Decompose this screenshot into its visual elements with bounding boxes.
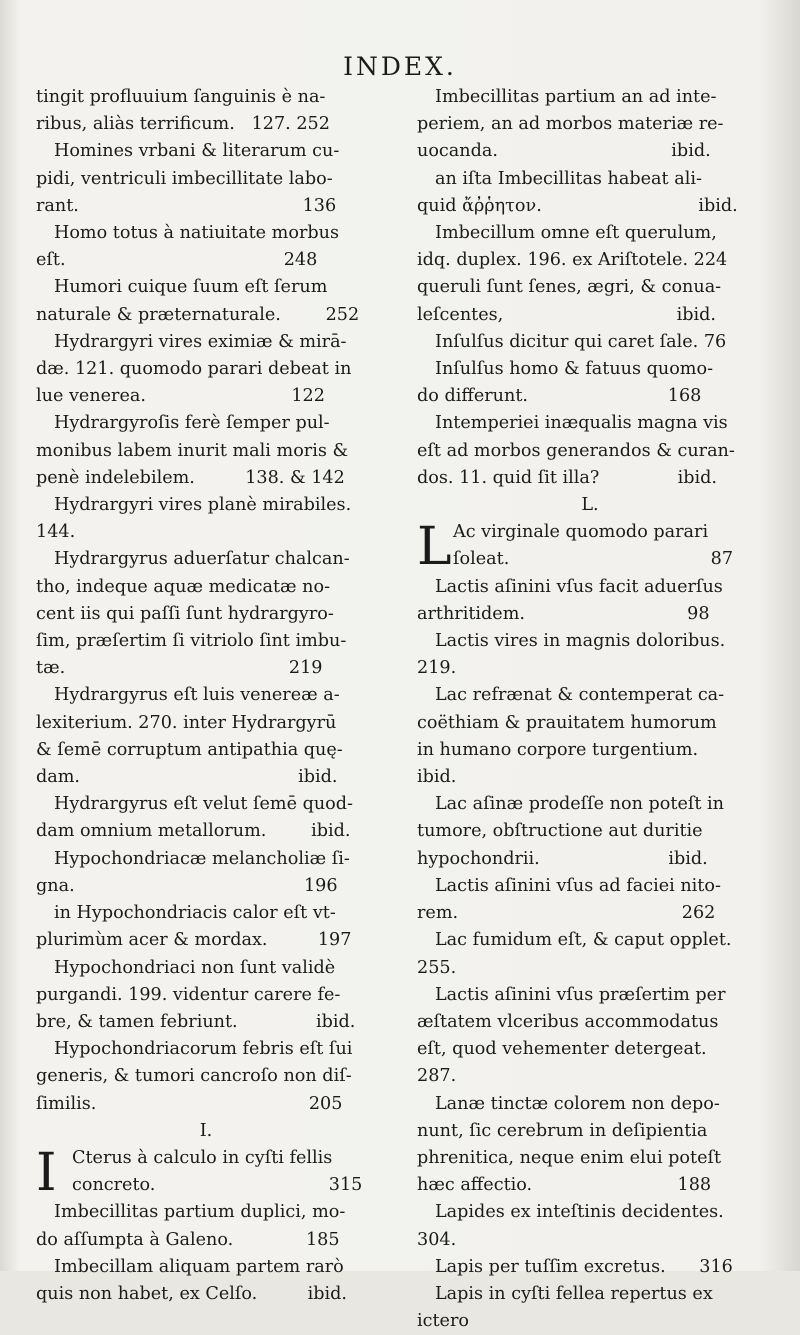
entry-line: 255. <box>417 957 457 978</box>
index-entry <box>36 220 376 274</box>
entry-line: Lanæ tinctæ colorem non depo- <box>435 1093 720 1114</box>
entry-line: ictero <box>417 1311 469 1332</box>
entry-line: tumore, obſtructione aut duritie <box>417 821 703 842</box>
entry-line: leſcentes, ibid. <box>417 304 716 325</box>
entry-line: dam. ibid. <box>36 767 338 788</box>
entry-line: 144. <box>36 522 76 543</box>
entry-line: Hydrargyrus eſt luis venereæ a- <box>54 685 340 706</box>
entry-line: plurimùm acer & mordax. 197 <box>36 930 352 951</box>
entry-line: hypochondrii. ibid. <box>417 848 708 869</box>
entry-line: cent iis qui paſſi ſunt hydrargyro- <box>36 603 334 624</box>
entry-line: quid ἄῤῥητον. ibid. <box>417 195 738 216</box>
index-column-right <box>417 84 763 1335</box>
entry-line: Hydrargyrus eſt velut ſemē quod- <box>54 794 353 815</box>
entry-line: Lapides ex inteſtinis decidentes. <box>435 1202 724 1223</box>
entry-line: hæc affectio. 188 <box>417 1175 712 1196</box>
index-entry <box>36 84 376 138</box>
page-title: INDEX. <box>343 52 457 81</box>
entry-line: ſim, præſertim ſi vitriolo ſint imbu- <box>36 631 347 652</box>
entry-line: phrenitica, neque enim elui poteſt <box>417 1147 722 1168</box>
index-entry <box>36 1199 376 1253</box>
entry-line: queruli ſunt ſenes, ægri, & conua- <box>417 277 722 298</box>
entry-line: bre, & tamen febriunt. ibid. <box>36 1011 356 1032</box>
index-column-left <box>36 84 376 1308</box>
index-entry <box>36 138 376 220</box>
entry-line: ſoleat. 87 <box>453 549 734 570</box>
drop-cap-initial: L <box>417 517 452 578</box>
entry-line: ribus, aliàs terrificum. 127. 252 <box>36 114 330 135</box>
entry-line: in humano corpore turgentium. <box>417 739 699 760</box>
entry-line: penè indelebilem. 138. & 142 <box>36 467 345 488</box>
entry-line: Lactis aſinini vſus ad faciei nito- <box>435 875 721 896</box>
entry-line: Lapis per tuſſim excretus. 316 <box>435 1256 733 1277</box>
entry-line: Imbecillum omne eſt querulum, <box>435 223 717 244</box>
entry-line: nunt, ſic cerebrum in deſipientia <box>417 1120 708 1141</box>
entry-line: Hydrargyri vires eximiæ & mirā- <box>54 331 347 352</box>
entry-line: Lac fumidum eſt, & caput opplet. <box>435 930 732 951</box>
entry-line: 287. <box>417 1066 457 1087</box>
index-entry <box>36 1036 376 1118</box>
entry-line: periem, an ad morbos materiæ re- <box>417 114 724 135</box>
index-entry <box>417 1281 763 1335</box>
entry-line: Hydrargyroſis ferè ſemper pul- <box>54 413 330 434</box>
entry-line: rant. 136 <box>36 195 337 216</box>
entry-line: tingit profluuium ſanguinis è na- <box>36 87 326 107</box>
index-entry <box>36 1254 376 1308</box>
entry-line: Inſulſus dicitur qui caret ſale. 76 <box>435 331 727 352</box>
entry-line: in Hypochondriacis calor eſt vt- <box>54 903 336 924</box>
entry-line: gna. 196 <box>36 875 338 896</box>
entry-line: Lactis aſinini vſus præſertim per <box>435 984 726 1005</box>
index-entry <box>417 1254 763 1281</box>
entry-line: Lac aſinæ prodeſſe non poteſt in <box>435 794 724 815</box>
entry-line: Cterus à calculo in cyſti fellis <box>72 1147 333 1168</box>
entry-line: lexiterium. 270. inter Hydrargyrū <box>36 712 337 733</box>
entry-line: & ſemē corruptum antipathia quę- <box>36 739 343 760</box>
index-entry <box>36 410 376 492</box>
index-entry <box>417 574 763 628</box>
entry-line: ſimilis. 205 <box>36 1093 343 1114</box>
entry-line: Imbecillitas partium duplici, mo- <box>54 1202 346 1223</box>
entry-line: uocanda. ibid. <box>417 141 711 162</box>
index-entry <box>417 166 763 220</box>
entry-line: Imbecillitas partium an ad inte- <box>435 87 717 107</box>
index-entry <box>417 220 763 329</box>
entry-line: L. <box>581 495 599 516</box>
entry-line: do differunt. 168 <box>417 386 702 407</box>
entry-line: Inſulſus homo & fatuus quomo- <box>435 359 714 380</box>
entry-line: Hypochondriacorum febris eſt ſui <box>54 1039 353 1060</box>
entry-line: an iſta Imbecillitas habeat ali- <box>435 168 702 189</box>
entry-line: 304. <box>417 1229 457 1250</box>
entry-line: æſtatem vlceribus accommodatus <box>417 1011 719 1032</box>
index-entry <box>417 329 763 356</box>
index-entry <box>417 1199 763 1253</box>
index-entry <box>417 873 763 927</box>
entry-line: Hydrargyrus aduerſatur chalcan- <box>54 549 350 570</box>
index-entry <box>417 1091 763 1200</box>
entry-line: Intemperiei inæqualis magna vis <box>435 413 728 434</box>
entry-line: Hydrargyri vires planè mirabiles. <box>54 495 352 516</box>
index-entry <box>417 982 763 1091</box>
index-entry <box>36 1142 376 1203</box>
entry-line: Lac refrænat & contemperat ca- <box>435 685 725 706</box>
entry-line: Lactis aſinini vſus facit aduerſus <box>435 576 723 597</box>
entry-line: idq. duplex. 196. ex Ariſtotele. 224 <box>417 250 728 271</box>
index-entry <box>417 517 763 578</box>
index-entry <box>417 84 763 166</box>
section-letter-heading <box>36 1118 376 1145</box>
entry-line: Lapis in cyſti fellea repertus ex <box>435 1283 713 1304</box>
entry-line: lue venerea. 122 <box>36 386 325 407</box>
entry-line: rem. 262 <box>417 903 716 924</box>
index-entry <box>417 791 763 873</box>
entry-line: dæ. 121. quomodo parari debeat in <box>36 359 352 380</box>
index-entry <box>417 927 763 981</box>
entry-line: arthritidem. 98 <box>417 603 710 624</box>
entry-line: quis non habet, ex Celſo. ibid. <box>36 1283 347 1304</box>
entry-line: purgandi. 199. videntur carere fe- <box>36 984 341 1005</box>
entry-line: dam omnium metallorum. ibid. <box>36 821 351 842</box>
entry-line: tæ. 219 <box>36 658 323 679</box>
entry-line: eſt, quod vehementer detergeat. <box>417 1039 707 1060</box>
entry-line: coëthiam & prauitatem humorum <box>417 712 717 733</box>
entry-line: concreto. 315 <box>72 1175 363 1196</box>
entry-line: eſt ad morbos generandos & curan- <box>417 440 735 461</box>
entry-line: 219. <box>417 658 457 679</box>
entry-line: Homines vrbani & literarum cu- <box>54 141 340 162</box>
entry-line: do aſſumpta à Galeno. 185 <box>36 1229 340 1250</box>
index-entry <box>36 846 376 900</box>
entry-line: ibid. <box>417 767 457 788</box>
entry-line: tho, indeque aquæ medicatæ no- <box>36 576 331 597</box>
entry-line: Humori cuique ſuum eſt ſerum <box>54 277 328 298</box>
drop-cap-initial: I <box>36 1142 57 1203</box>
index-entry <box>36 682 376 791</box>
entry-line: Lactis vires in magnis doloribus. <box>435 631 726 652</box>
entry-line: Homo totus à natiuitate morbus <box>54 223 339 244</box>
index-entry <box>36 955 376 1037</box>
entry-line: dos. 11. quid ſit illa? ibid. <box>417 467 717 488</box>
entry-line: eſt. 248 <box>36 250 318 271</box>
entry-line: naturale & præternaturale. 252 <box>36 304 360 325</box>
index-entry <box>36 492 376 546</box>
index-entry <box>417 682 763 791</box>
entry-line: Hypochondriacæ melancholiæ ſi- <box>54 848 350 869</box>
index-entry <box>417 356 763 410</box>
entry-line: generis, & tumori cancroſo non diſ- <box>36 1066 352 1087</box>
entry-line: Hypochondriaci non ſunt validè <box>54 957 336 978</box>
entry-line: Imbecillam aliquam partem rarò <box>54 1256 344 1277</box>
section-letter-heading <box>417 492 763 519</box>
index-entry <box>36 900 376 954</box>
index-entry <box>417 410 763 492</box>
index-entry <box>417 628 763 682</box>
entry-line: Ac virginale quomodo parari <box>453 522 709 543</box>
index-entry <box>36 791 376 845</box>
index-entry <box>36 329 376 411</box>
entry-line: monibus labem inurit mali moris & <box>36 440 349 461</box>
entry-line: I. <box>199 1120 213 1141</box>
index-entry <box>36 546 376 682</box>
index-entry <box>36 274 376 328</box>
entry-line: pidi, ventriculi imbecillitate labo- <box>36 168 333 189</box>
